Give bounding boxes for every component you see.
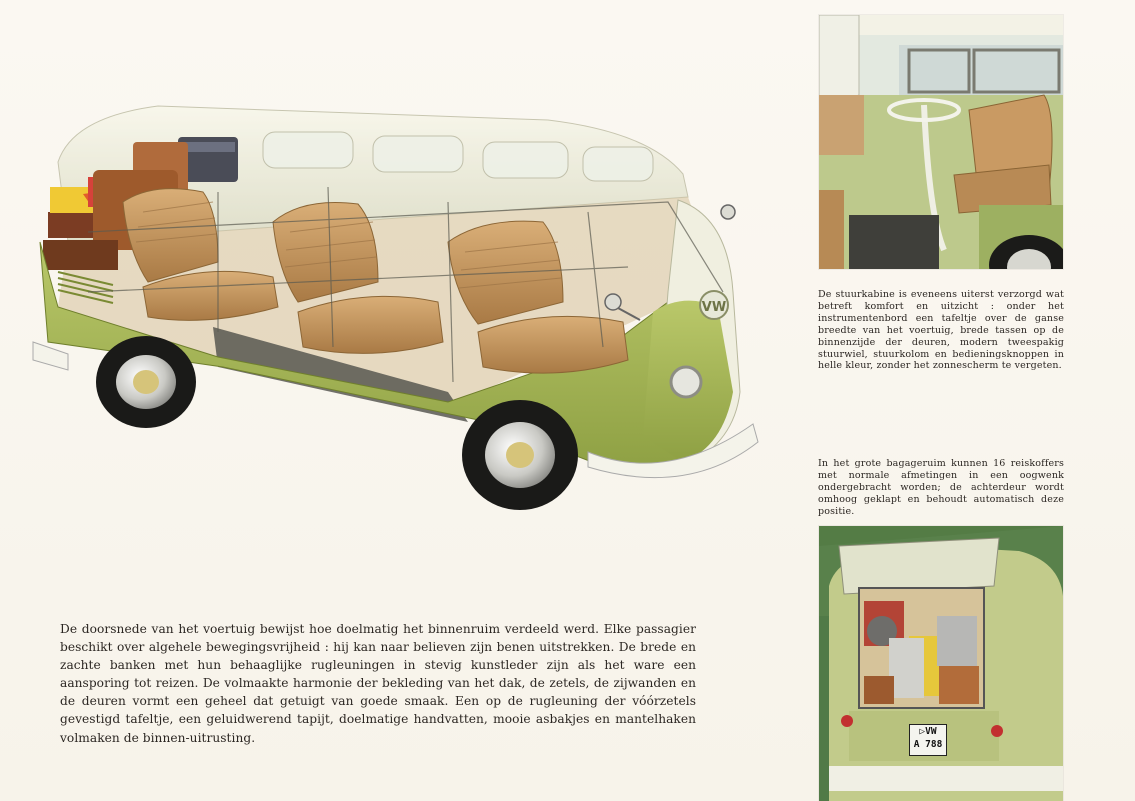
luggage-caption: In het grote bagageruim kunnen 16 reiskoffers met normale afmetingen in een oogwenk ondergebracht worden; de achterdeur wordt omhoog geklapt en behoudt automatisch deze positie. bbox=[818, 458, 1064, 517]
rear-luggage-photo bbox=[819, 526, 1063, 801]
rear-wheel bbox=[96, 336, 196, 428]
svg-text:VW: VW bbox=[701, 300, 727, 315]
license-plate bbox=[909, 724, 947, 756]
main-paragraph: De doorsnede van het voertuig bewijst hoe doelmatig het binnenruim verdeeld werd. Elke passagier beschikt over algehele bewegingsvrijheid : hij kan naar believen zijn benen uitstrekken. De brede en zachte banken met hun behaaglijke rugleuningen in stevig kunstleder zijn als het ware een aansporing tot reizen. De volmaakte harmonie der bekleding van het dak, de zetels, de zijwanden en de deuren vormt een geheel dat getuigt van goede smaak. Een op de rugleuning der vóórzetels gevestigd tafeltje, een geluidwerend tapijt, doelmatige handvatten, mooie asbakjes en mantelhaken volmaken de binnen-uitrusting. bbox=[60, 622, 696, 745]
front-wheel bbox=[462, 400, 578, 510]
cab-interior-photo bbox=[819, 15, 1063, 269]
bus-cutaway-illustration bbox=[28, 92, 768, 522]
license-plate-line2: A 788 bbox=[913, 739, 943, 750]
license-plate-line1: ▷VW bbox=[919, 726, 937, 737]
cab-caption: De stuurkabine is eveneens uiterst verzorgd wat betreft komfort en uitzicht : onder het instrumentenbord een tafeltje over de ganse breedte van het voertuig, brede tassen op de binnenzijde der deuren, modern tweespakig stuurwiel, stuurkolom en bedieningsknoppen in helle kleur, zonder het zonnescherm te vergeten. bbox=[818, 289, 1064, 372]
